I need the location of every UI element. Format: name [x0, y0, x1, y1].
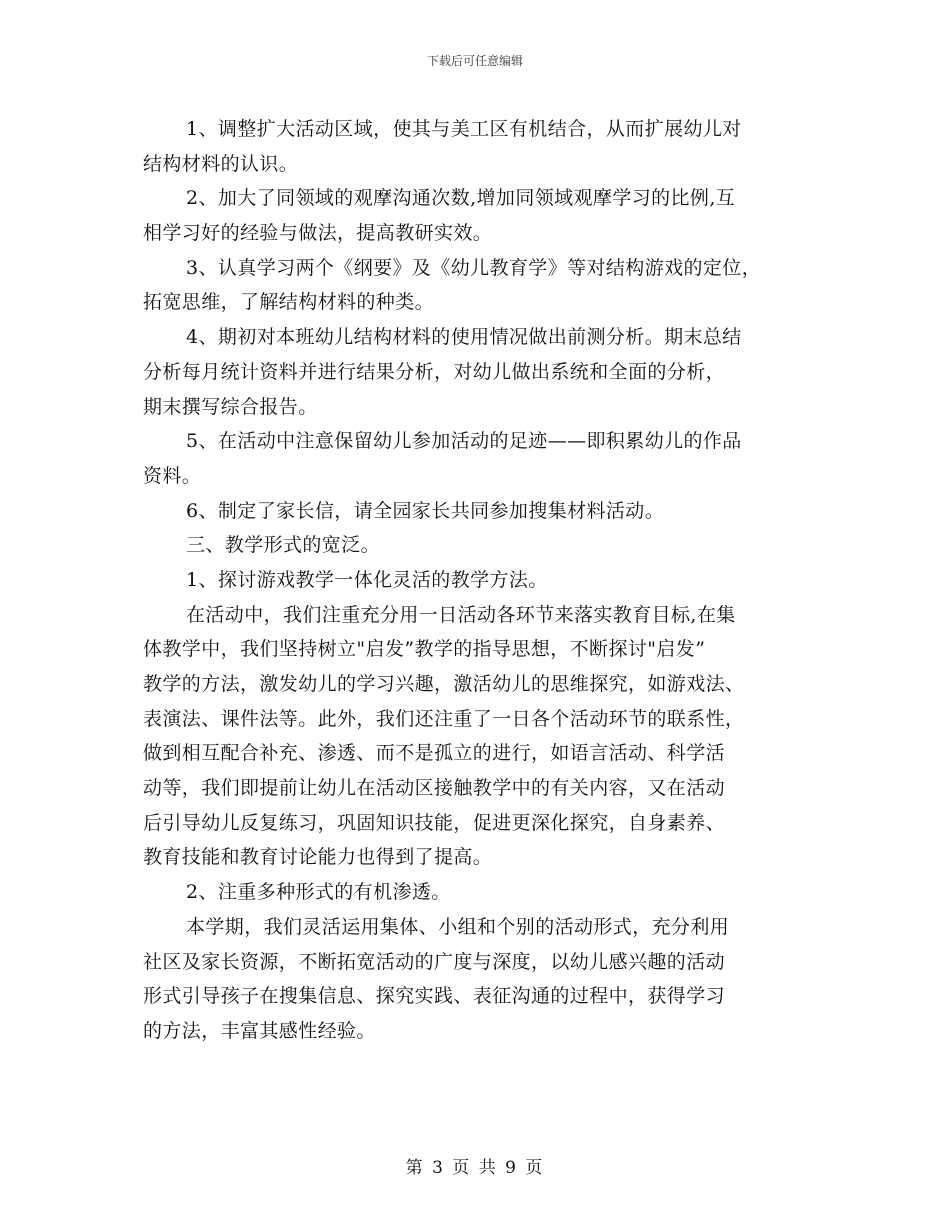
paragraph-line: 拓宽思维，了解结构材料的种类。 — [143, 291, 435, 314]
paragraph-line: 三、教学形式的宽泛。 — [186, 534, 381, 557]
paragraph-line: 教育技能和教育讨论能力也得到了提高。 — [143, 846, 493, 869]
paragraph-line: 2、加大了同领域的观摩沟通次数,增加同领域观摩学习的比例,互 — [186, 187, 736, 210]
paragraph-line: 分析每月统计资料并进行结果分析，对幼儿做出系统和全面的分析， — [143, 360, 726, 383]
paragraph-line: 相学习好的经验与做法，提高教研实效。 — [143, 222, 493, 245]
document-body — [0, 112, 950, 1049]
paragraph-line: 期末撰写综合报告。 — [143, 395, 318, 418]
page-footer: 第 3 页 共 9 页 — [405, 1158, 545, 1178]
paragraph-line: 动等，我们即提前让幼儿在活动区接触教学中的有关内容，又在活动 — [143, 777, 726, 800]
paragraph-line: 做到相互配合补充、渗透、而不是孤立的进行，如语言活动、科学活 — [143, 742, 726, 765]
paragraph-line: 社区及家长资源，不断拓宽活动的广度与深度，以幼儿感兴趣的活动 — [143, 950, 726, 973]
paragraph-line: 在活动中，我们注重充分用一日活动各环节来落实教育目标,在集 — [186, 603, 736, 626]
paragraph-line: 1、探讨游戏教学一体化灵活的教学方法。 — [186, 568, 548, 591]
paragraph-line: 体教学中，我们坚持树立"启发”教学的指导思想，不断探讨"启发” — [143, 638, 706, 661]
paragraph-line: 的方法，丰富其感性经验。 — [143, 1019, 376, 1042]
paragraph-line: 结构材料的认识。 — [143, 152, 299, 175]
paragraph-line: 本学期，我们灵活运用集体、小组和个别的活动形式，充分利用 — [186, 915, 730, 938]
paragraph-line: 5、在活动中注意保留幼儿参加活动的足迹——即积累幼儿的作品 — [186, 430, 742, 453]
paragraph-line: 3、认真学习两个《纲要》及《幼儿教育学》等对结构游戏的定位， — [186, 256, 762, 279]
paragraph-line: 形式引导孩子在搜集信息、探究实践、表征沟通的过程中，获得学习 — [143, 985, 726, 1008]
paragraph-line: 2、注重多种形式的有机渗透。 — [186, 881, 451, 904]
paragraph-line: 资料。 — [143, 464, 202, 487]
paragraph-line: 4、期初对本班幼儿结构材料的使用情况做出前测分析。期末总结 — [186, 326, 742, 349]
page-header: 下载后可任意编辑 — [426, 54, 523, 68]
paragraph-line: 后引导幼儿反复练习，巩固知识技能，促进更深化探究，自身素养、 — [143, 811, 726, 834]
paragraph-line: 1、调整扩大活动区域，使其与美工区有机结合，从而扩展幼儿对 — [186, 118, 742, 140]
paragraph-line: 6、制定了家长信，请全园家长共同参加搜集材料活动。 — [186, 499, 665, 522]
paragraph-line: 教学的方法，激发幼儿的学习兴趣，激活幼儿的思维探究，如游戏法、 — [143, 673, 745, 695]
paragraph-line: 表演法、课件法等。此外，我们还注重了一日各个活动环节的联系性， — [143, 707, 745, 730]
